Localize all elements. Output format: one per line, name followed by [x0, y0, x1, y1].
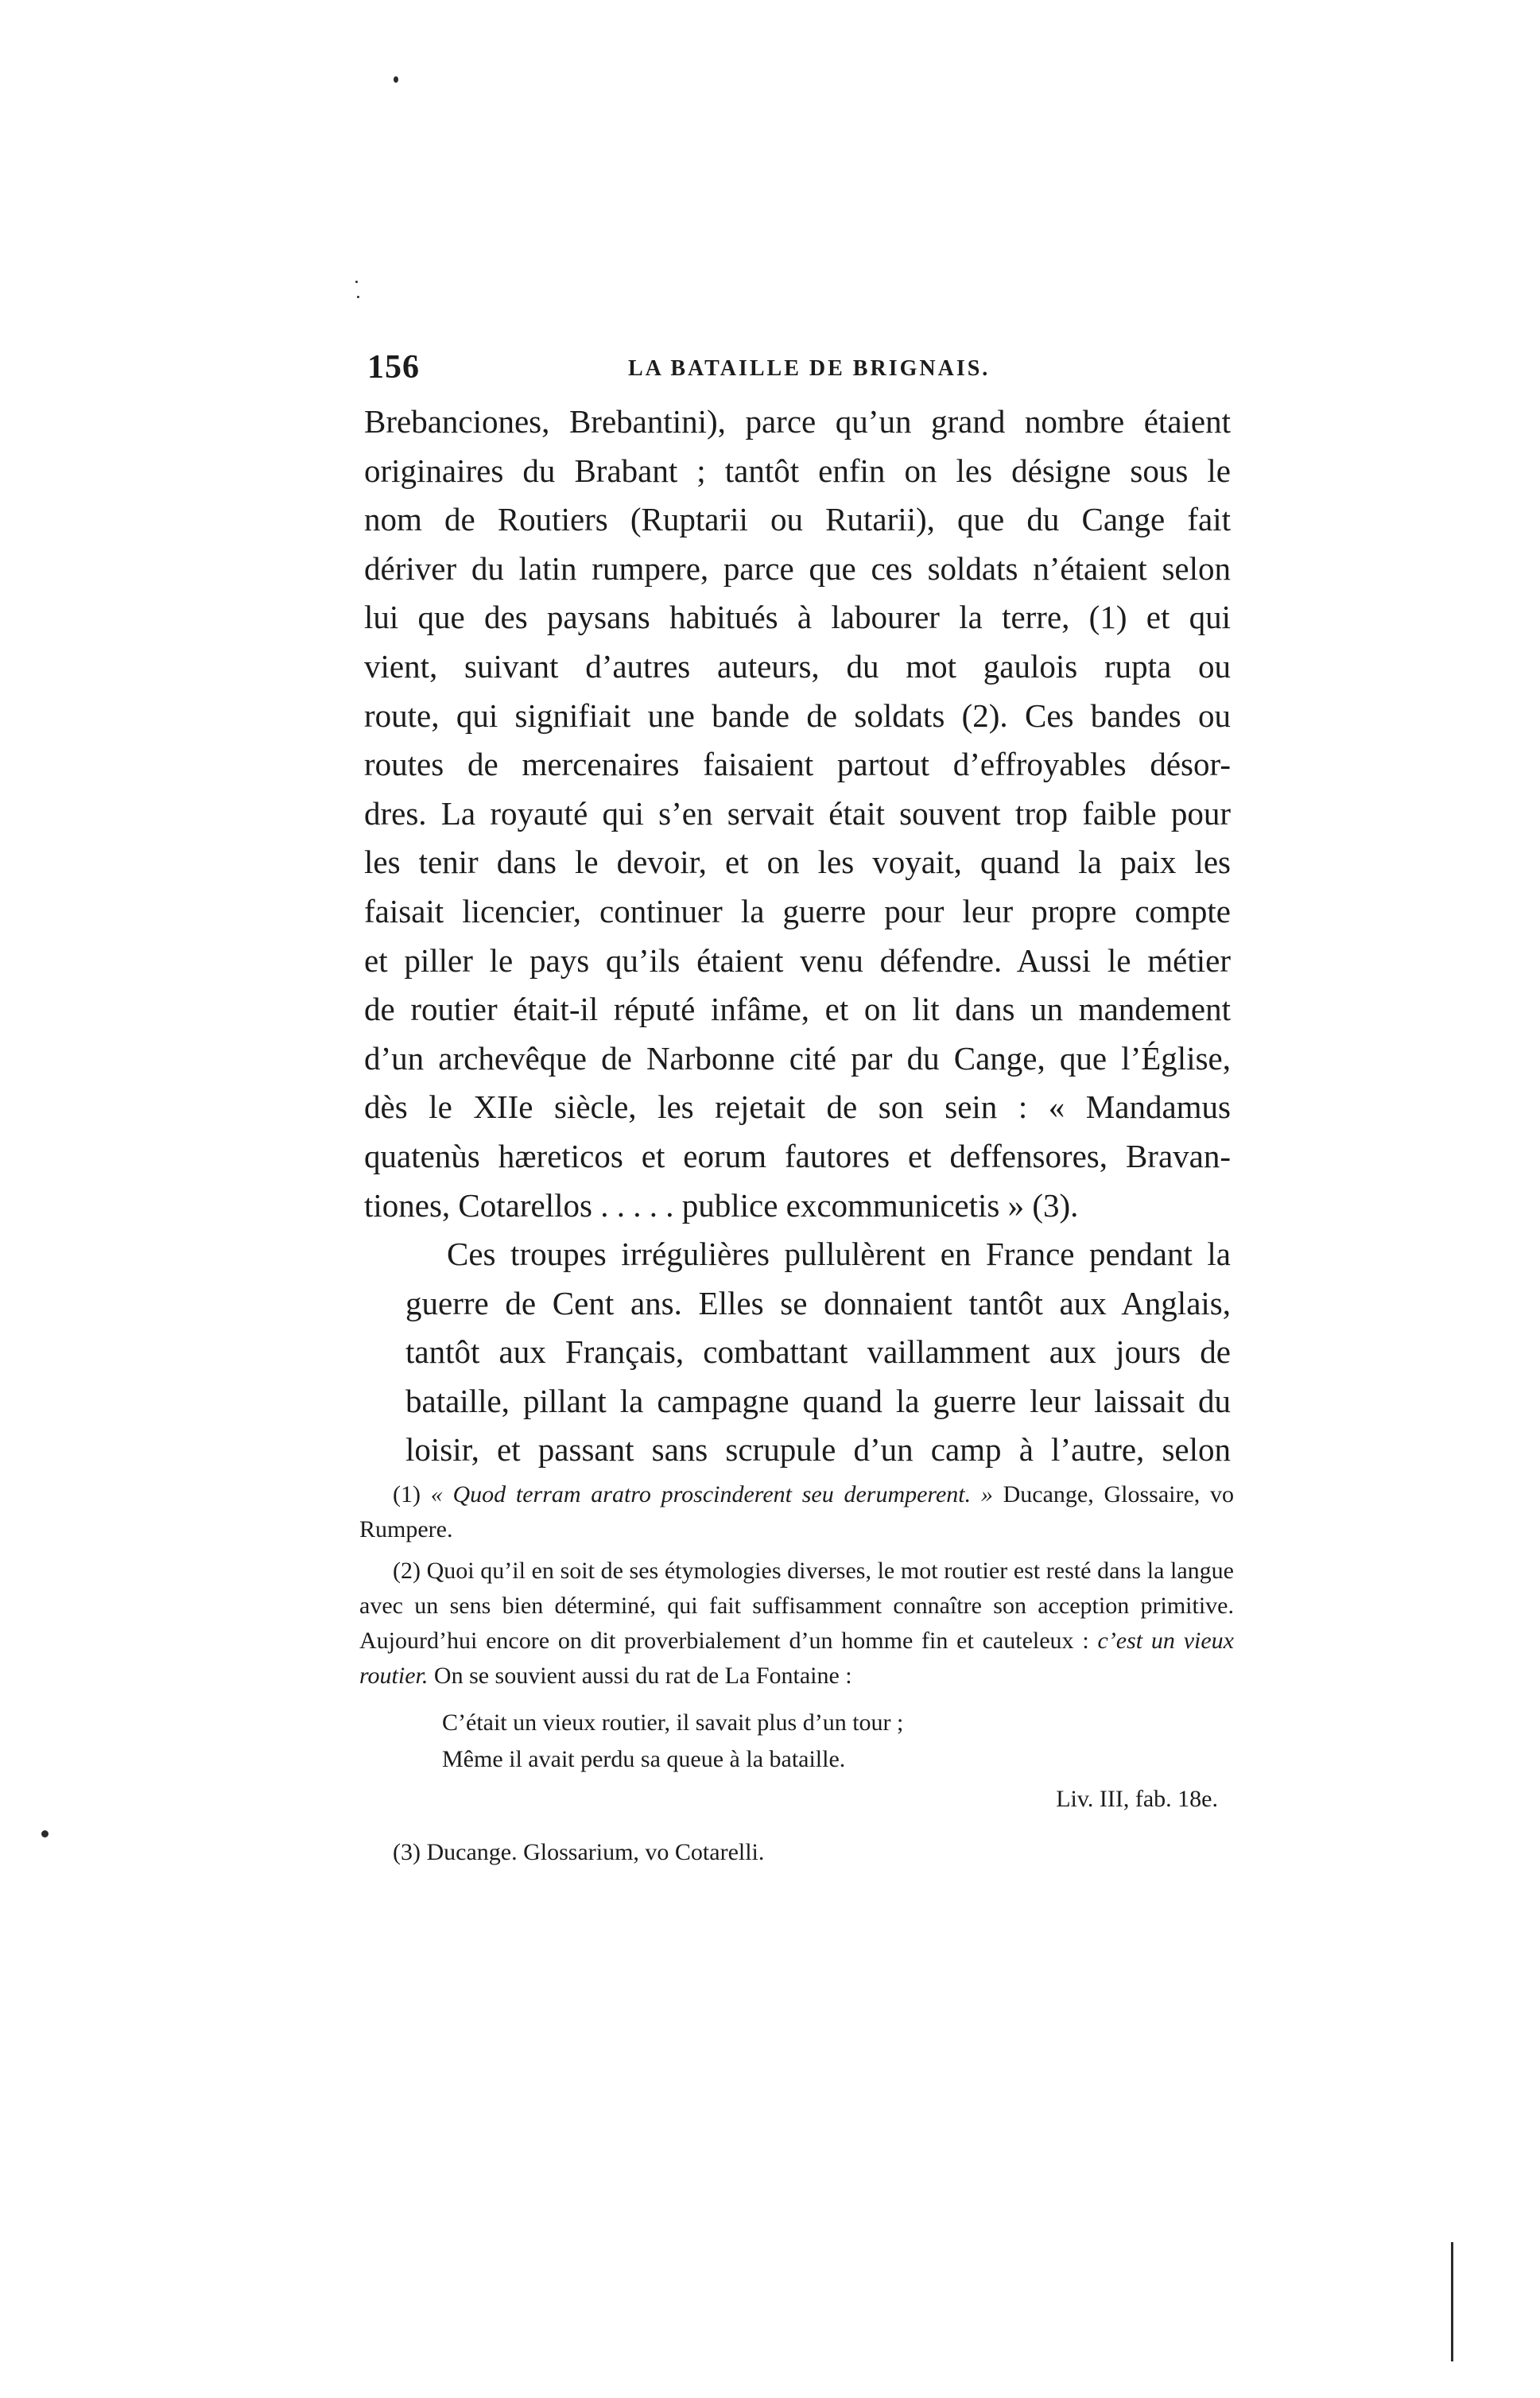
- verse-line: Même il avait perdu sa queue à la bataille.: [442, 1746, 846, 1772]
- text-line: faisait licencier, continuer la guerre pour leur propre compte: [364, 892, 1231, 929]
- running-title: LA BATAILLE DE BRIGNAIS.: [628, 356, 991, 381]
- scan-edge-mark: [1451, 2242, 1453, 2361]
- text-line: vient, suivant d’autres auteurs, du mot gaulois rupta ou: [364, 647, 1231, 685]
- ink-speck: [394, 76, 398, 83]
- text-line: originaires du Brabant ; tantôt enfin on les désigne sous le: [364, 452, 1231, 489]
- ink-speck: [41, 1830, 48, 1837]
- text-line: tiones, Cotarellos . . . . . publice excommunicetis » (3).: [364, 1186, 1079, 1224]
- page-number: 156: [367, 349, 420, 386]
- text-line: d’un archevêque de Narbonne cité par du Cange, que l’Église,: [364, 1039, 1231, 1077]
- text-line: dès le XIIe siècle, les rejetait de son sein : « Mandamus: [364, 1088, 1231, 1126]
- footnote-number: (1): [393, 1481, 421, 1507]
- footnotes: [359, 1477, 1234, 1876]
- paragraph-2: [364, 1230, 1231, 1475]
- text-line: tantôt aux Français, combattant vaillamment aux jours de: [405, 1333, 1231, 1371]
- ink-speck: [355, 281, 358, 283]
- ink-speck: [357, 296, 359, 298]
- footnote-quote: « Quod terram aratro proscinderent seu derumperent. »: [430, 1481, 993, 1507]
- text-line: bataille, pillant la campagne quand la guerre leur laissait du: [405, 1382, 1231, 1419]
- text-line: routes de mercenaires faisaient partout d’effroyables désor-: [364, 746, 1231, 783]
- text-line: de routier était-il réputé infâme, et on lit dans un mandement: [364, 991, 1231, 1028]
- verse-line: C’était un vieux routier, il savait plus d’un tour ;: [442, 1709, 904, 1736]
- footnote-3: [359, 1835, 1234, 1870]
- text-line: loisir, et passant sans scrupule d’un camp à l’autre, selon: [405, 1431, 1231, 1469]
- text-line: quatenùs hæreticos et eorum fautores et deffensores, Bravan-: [364, 1137, 1231, 1174]
- text-line: Ces troupes irrégulières pullulèrent en France pendant la: [447, 1236, 1231, 1273]
- text-line: les tenir dans le devoir, et on les voyait, quand la paix les: [364, 844, 1231, 881]
- footnote-number: (3): [393, 1839, 421, 1865]
- text-line: guerre de Cent ans. Elles se donnaient tantôt aux Anglais,: [405, 1284, 1231, 1321]
- verse-quotation: [442, 1705, 1234, 1818]
- footnote-citation: Ducange, Glossaire, vo Rumpere.: [359, 1481, 1235, 1542]
- text-line: dres. La royauté qui s’en servait était souvent trop faible pour: [364, 794, 1231, 832]
- text-line: nom de Routiers (Ruptarii ou Rutarii), que du Cange fait: [364, 501, 1231, 538]
- paragraph-1: [364, 398, 1231, 1230]
- text-line: route, qui signifiait une bande de soldats (2). Ces bandes ou: [364, 697, 1231, 734]
- footnote-1: [359, 1477, 1234, 1547]
- text-line: dériver du latin rumpere, parce que ces soldats n’étaient selon: [364, 549, 1231, 587]
- footnote-number: (2): [393, 1558, 421, 1584]
- verse-source: Liv. III, fab. 18e.: [1056, 1786, 1218, 1812]
- text-line: lui que des paysans habitués à labourer la terre, (1) et qui: [364, 599, 1231, 636]
- footnote-text: Ducange. Glossarium, vo Cotarelli.: [426, 1839, 765, 1865]
- main-text: [364, 398, 1231, 1475]
- text-line: Brebanciones, Brebantini), parce qu’un grand nombre étaient: [364, 403, 1231, 440]
- footnote-text: On se souvient aussi du rat de La Fontaine :: [433, 1663, 852, 1689]
- footnote-text: Quoi qu’il en soit de ses étymologies diverses, le mot routier est resté dans la langue avec un sens bien déterminé, qui fait suffisamment connaître son acception primitive. Aujourd’hui encore on dit proverbialement d’un homme fin et cauteleux :: [359, 1558, 1234, 1654]
- footnote-2: [359, 1554, 1234, 1694]
- text-line: et piller le pays qu’ils étaient venu défendre. Aussi le métier: [364, 941, 1231, 979]
- page-header: [367, 348, 1234, 396]
- footnote-quote: c’est un vieux routier.: [359, 1628, 1234, 1689]
